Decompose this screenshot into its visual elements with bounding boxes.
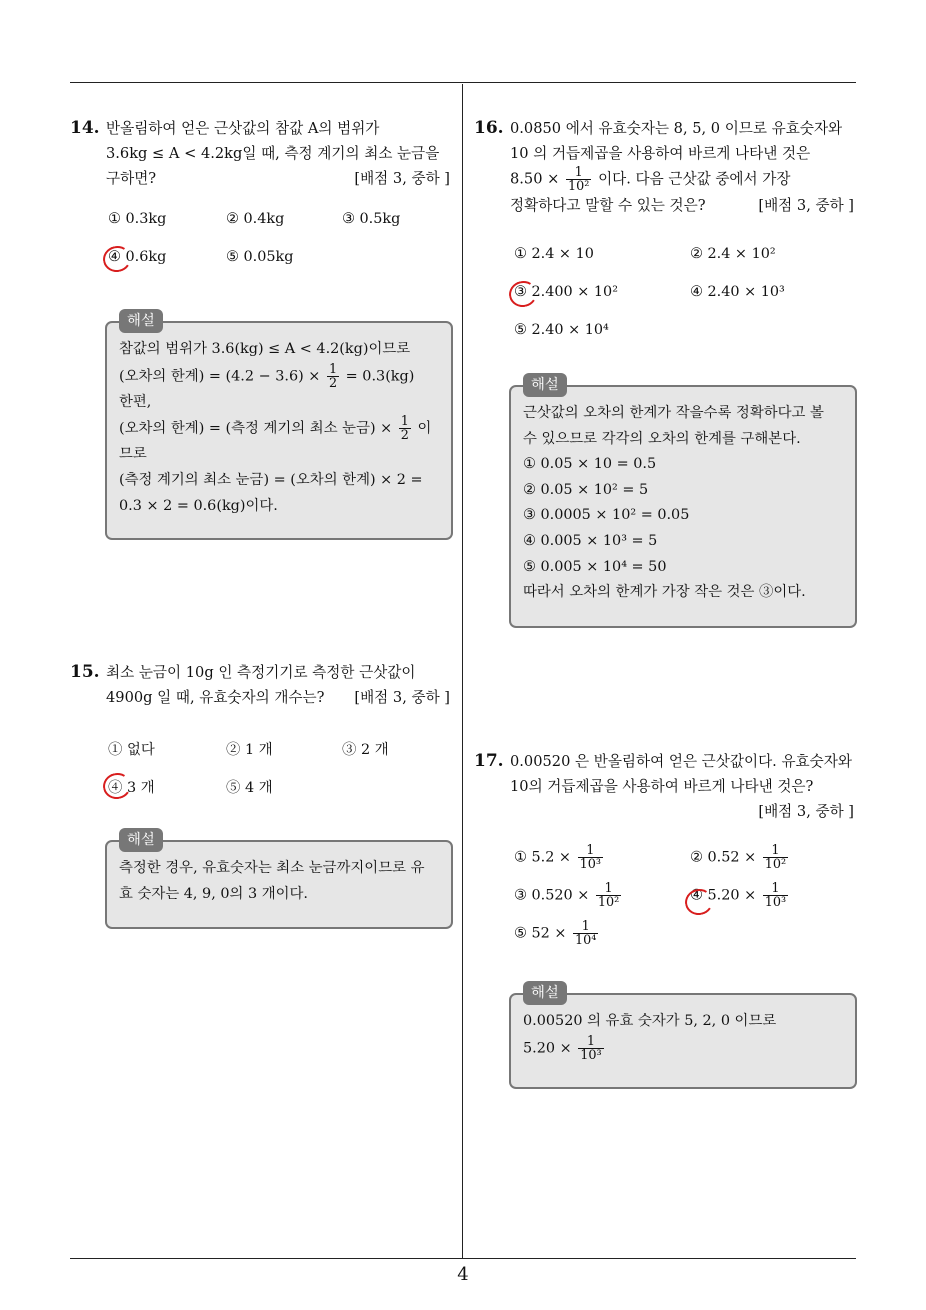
explanation-line: 측정한 경우, 유효숫자는 최소 눈금까지이므로 유 (119, 860, 425, 876)
question-16-block (474, 116, 854, 356)
question-text-part: 8.50 × (510, 170, 560, 188)
top-rule (70, 82, 856, 83)
fraction-numerator: 1 (586, 1033, 596, 1049)
choice-label: ③ 2.400 × 10² (514, 284, 618, 300)
explanation-line: 따라서 오차의 한계가 가장 작은 것은 ③이다. (523, 584, 806, 601)
explanation-line (523, 1035, 845, 1062)
column-divider (462, 84, 463, 1258)
choice-4[interactable]: ④ 2.40 × 10³ (690, 284, 785, 300)
choice-1[interactable]: ① 0.3kg (108, 211, 167, 227)
fraction-numerator: 1 (400, 414, 409, 430)
choice-3[interactable] (514, 284, 618, 300)
fraction-numerator: 1 (581, 919, 590, 934)
explanation-text: 이 (417, 420, 432, 437)
question-line (106, 685, 450, 710)
question-line: 3.6kg ≤ A < 4.2kg일 때, 측정 계기의 최소 눈금을 (106, 145, 440, 162)
choice-label: ⑤ 52 × (514, 925, 567, 942)
fraction (763, 844, 788, 871)
explanation-line: ④ 0.005 × 10³ = 5 (523, 532, 658, 549)
choice-5[interactable]: ⑤ 4 개 (226, 780, 273, 796)
fraction-denominator: 2 (328, 375, 338, 391)
choice-1[interactable]: ① 없다 (108, 742, 155, 758)
explanation-line: ① 0.05 × 10 = 0.5 (523, 456, 657, 473)
question-line (510, 166, 854, 193)
fraction-numerator: 1 (604, 881, 613, 896)
question-15-block (70, 660, 450, 818)
choice-2[interactable]: ② 0.4kg (226, 211, 285, 227)
question-line: 0.0850 에서 유효숫자는 8, 5, 0 이므로 유효숫자와 (510, 120, 843, 137)
question-text (510, 116, 854, 218)
choices-14 (108, 211, 450, 291)
choice-1[interactable]: ① 2.4 × 10 (514, 246, 594, 262)
question-text (106, 660, 450, 710)
fraction-numerator: 1 (574, 165, 583, 180)
choices-16 (514, 246, 854, 356)
question-line (510, 193, 854, 218)
fraction-denominator: 10² (764, 857, 787, 872)
choice-3[interactable] (514, 882, 623, 909)
score-label: [배점 3, 중하 ] (354, 689, 450, 706)
question-text-part: 이다. 다음 근삿값 중에서 가장 (598, 170, 791, 188)
question-line (106, 166, 450, 191)
fraction-denominator: 10³ (764, 895, 787, 910)
question-line: 10 의 거듭제곱을 사용하여 바르게 나타낸 것은 (510, 145, 811, 162)
page-number: 4 (457, 1264, 469, 1285)
explanation-line: 참값의 범위가 3.6(kg) ≤ A < 4.2(kg)이므로 (119, 341, 411, 357)
explanation-line: 효 숫자는 4, 9, 0의 3 개이다. (119, 885, 309, 902)
score-label: [배점 3, 중하 ] (758, 803, 854, 820)
choice-3[interactable]: ③ 2 개 (342, 742, 389, 758)
question-15 (70, 660, 450, 710)
choice-2[interactable]: ② 2.4 × 10² (690, 246, 776, 262)
question-14 (70, 116, 450, 191)
explanation-text: (오차의 한계) = (측정 계기의 최소 눈금) × (119, 420, 393, 437)
fraction-denominator: 10² (597, 895, 620, 910)
question-line: 반올림하여 얻은 근삿값의 참값 A의 범위가 (106, 120, 380, 137)
explanation-line: ⑤ 0.005 × 10⁴ = 50 (523, 558, 667, 575)
question-text (510, 749, 854, 824)
question-17-block (474, 749, 854, 964)
question-line-text: 4900g 일 때, 유효숫자의 개수는? (106, 689, 325, 706)
choice-label: ④ 5.20 × (690, 887, 757, 904)
question-line-text: 정확하다고 말할 수 있는 것은? (510, 197, 706, 214)
score-label: [배점 3, 중하 ] (758, 197, 854, 214)
choice-5[interactable]: ⑤ 2.40 × 10⁴ (514, 322, 609, 338)
score-label: [배점 3, 중하 ] (354, 170, 450, 187)
fraction-numerator: 1 (771, 881, 780, 896)
question-number: 14. (70, 118, 100, 138)
explanation-line: 한편, (119, 393, 152, 410)
fraction-denominator: 10³ (579, 857, 601, 872)
fraction (578, 844, 603, 871)
question-17 (474, 749, 854, 824)
question-line: 최소 눈금이 10g 인 측정기기로 측정한 근삿값이 (106, 664, 416, 681)
fraction-denominator: 10³ (580, 1047, 602, 1063)
fraction (399, 415, 411, 442)
choice-2[interactable]: ② 1 개 (226, 742, 273, 758)
question-line-text: 구하면? (106, 170, 157, 187)
explanation-box-16 (509, 377, 857, 628)
choice-label: ② 0.52 × (690, 849, 757, 866)
explanation-box-17 (509, 985, 857, 1089)
fraction-numerator: 1 (771, 843, 780, 858)
bottom-rule (70, 1258, 856, 1259)
fraction-numerator: 1 (586, 843, 595, 858)
choices-15 (108, 738, 450, 818)
question-text (106, 116, 450, 191)
choice-label: ③ 0.520 × (514, 887, 590, 904)
explanation-box-15 (105, 832, 453, 929)
choice-3[interactable]: ③ 0.5kg (342, 211, 401, 227)
choice-2[interactable] (690, 844, 790, 871)
left-column (70, 116, 450, 291)
fraction-denominator: 10⁴ (575, 933, 597, 948)
fraction (578, 1035, 603, 1062)
choice-4[interactable] (108, 249, 166, 265)
choice-4[interactable] (108, 776, 155, 797)
answer-circle-mark (101, 770, 134, 801)
choice-5[interactable] (514, 920, 600, 947)
fraction-denominator: 10² (568, 179, 590, 194)
explanation-line: (측정 계기의 최소 눈금) = (오차의 한계) × 2 = (119, 471, 423, 488)
question-line: 10의 거듭제곱을 사용하여 바르게 나타낸 것은? (510, 778, 814, 795)
question-number: 15. (70, 662, 100, 682)
explanation-line: 근삿값의 오차의 한계가 작을수록 정확하다고 볼 (523, 405, 824, 421)
fraction (596, 882, 621, 909)
explanation-line (119, 363, 441, 390)
explanation-tag: 해설 (523, 981, 567, 1005)
question-line: 0.00520 은 반올림하여 얻은 근삿값이다. 유효숫자와 (510, 753, 852, 770)
explanation-tag: 해설 (119, 828, 163, 852)
choice-4[interactable] (690, 882, 790, 909)
fraction (327, 363, 339, 390)
choice-1[interactable] (514, 844, 605, 871)
explanation-line: ② 0.05 × 10² = 5 (523, 481, 649, 498)
explanation-line: 0.3 × 2 = 0.6(kg)이다. (119, 497, 278, 514)
explanation-text: 5.20 × (523, 1040, 572, 1057)
choice-5[interactable]: ⑤ 0.05kg (226, 249, 294, 265)
explanation-tag: 해설 (119, 309, 163, 333)
fraction (566, 166, 591, 193)
choice-label: ① 5.2 × (514, 849, 571, 866)
choice-label: ④ 3 개 (108, 780, 155, 796)
explanation-line: ③ 0.0005 × 10² = 0.05 (523, 507, 690, 524)
fraction (573, 920, 598, 947)
choices-17 (514, 844, 854, 964)
explanation-line: 므로 (119, 446, 147, 463)
explanation-line (119, 415, 441, 442)
explanation-tag: 해설 (523, 373, 567, 397)
fraction-denominator: 2 (400, 428, 409, 444)
fraction-numerator: 1 (328, 361, 338, 377)
question-number: 16. (474, 118, 504, 138)
explanation-text: (오차의 한계) = (4.2 − 3.6) × (119, 368, 321, 385)
explanation-line: 수 있으므로 각각의 오차의 한계를 구해본다. (523, 430, 801, 447)
explanation-box-14 (105, 313, 453, 540)
fraction (763, 882, 788, 909)
explanation-text: = 0.3(kg) (345, 368, 415, 385)
explanation-line: 0.00520 의 유효 숫자가 5, 2, 0 이므로 (523, 1013, 777, 1029)
question-number: 17. (474, 751, 504, 771)
question-16 (474, 116, 854, 218)
choice-label: ④ 0.6kg (108, 249, 167, 265)
